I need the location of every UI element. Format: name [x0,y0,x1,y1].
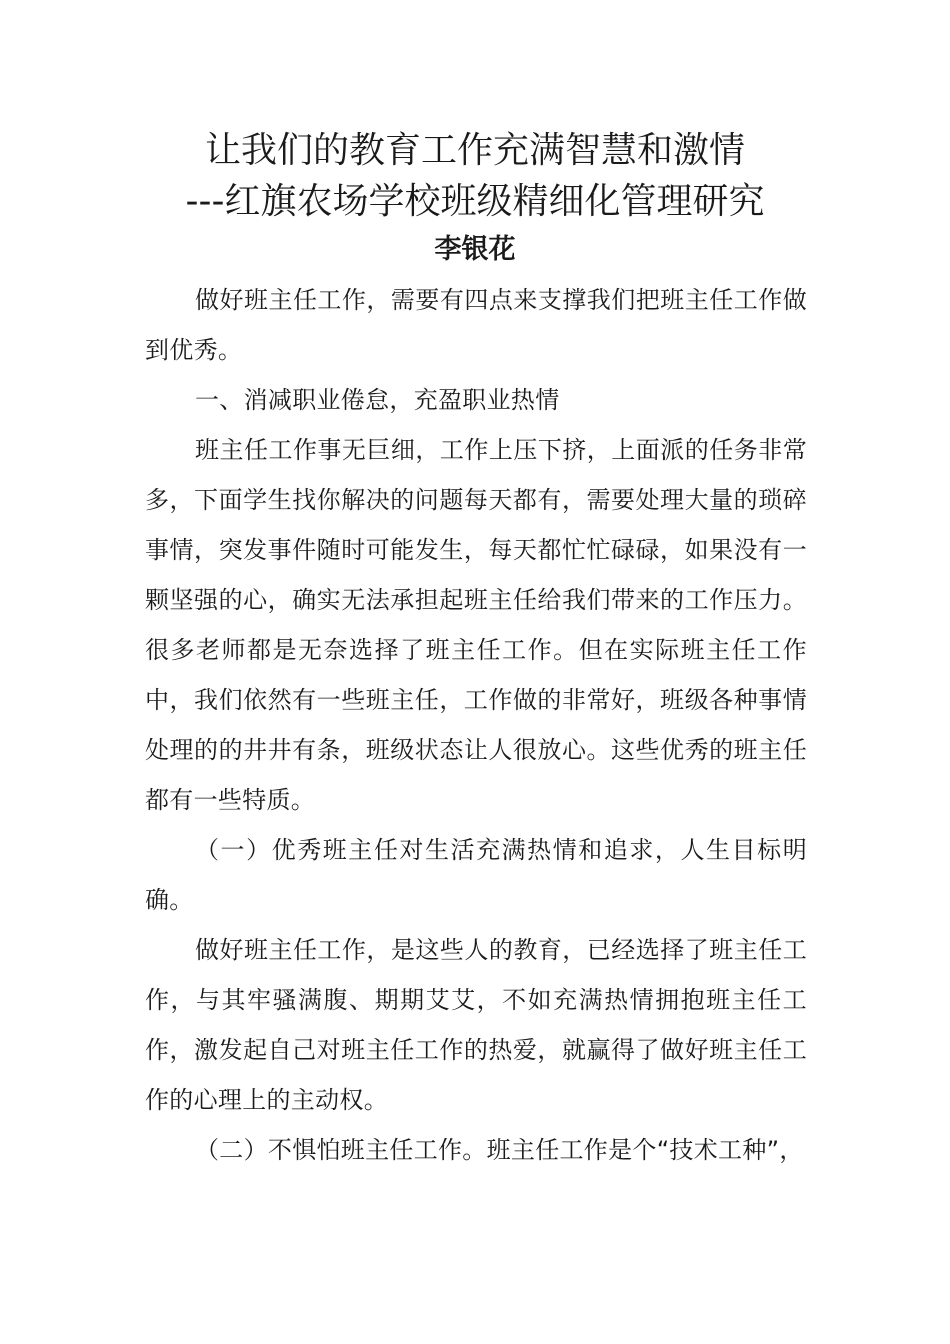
paragraph-body: 班主任工作事无巨细，工作上压下挤，上面派的任务非常多，下面学生找你解决的问题每天都有，需要处理大量的琐碎事情，突发事件随时可能发生，每天都忙忙碌碌，如果没有一颗坚强的心，确实无法承担起班主任给我们带来的工作压力。很多老师都是无奈选择了班主任工作。但在实际班主任工作中，我们依然有一些班主任，工作做的非常好，班级各种事情处理的的井井有条，班级状态让人很放心。这些优秀的班主任都有一些特质。 [145,436,807,814]
document-title: 让我们的教育工作充满智慧和激情 [204,130,745,171]
subsection-heading-1: （一）优秀班主任对生活充满热情和追求，人生目标明确。 [145,836,807,914]
section-heading-1: 一、消减职业倦怠，充盈职业热情 [195,386,560,414]
paragraph-intro: 做好班主任工作，需要有四点来支撑我们把班主任工作做到优秀。 [145,286,807,364]
author-name: 李银花 [434,234,516,265]
paragraph-body: 做好班主任工作，是这些人的教育，已经选择了班主任工作，与其牢骚满腹、期期艾艾，不如充满热情拥抱班主任工作，激发起自己对班主任工作的热爱，就赢得了做好班主任工作的心理上的主动权。 [145,936,807,1114]
document-body [145,275,807,1175]
subsection-heading-2: （二）不惧怕班主任工作。班主任工作是个“技术工种”， [195,1136,804,1164]
document-subtitle: ---红旗农场学校班级精细化管理研究 [185,181,765,222]
